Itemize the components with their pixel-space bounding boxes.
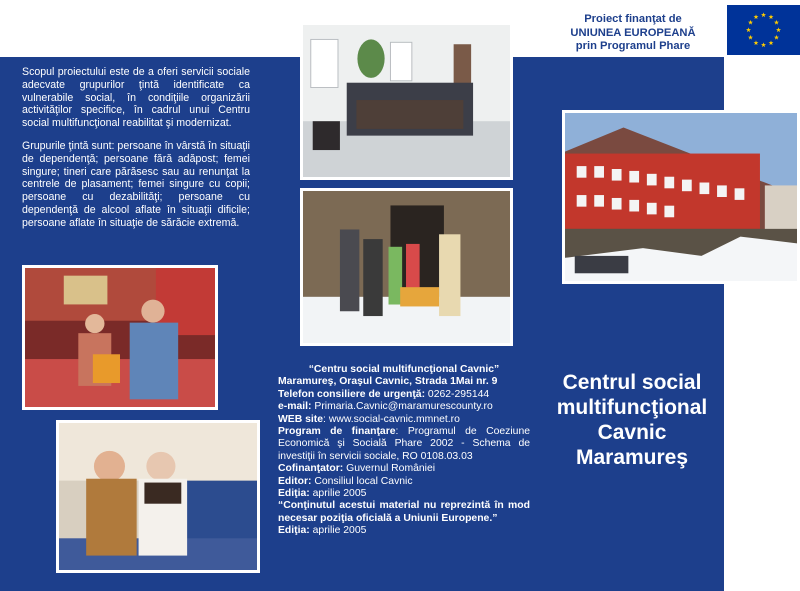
brochure-title	[540, 370, 724, 470]
photo-two-women-seated	[56, 420, 260, 573]
edition-repeat: Ediţia: aprilie 2005	[278, 525, 367, 537]
edition: Ediţia: aprilie 2005	[278, 488, 367, 500]
title-line-3: Cavnic	[597, 421, 667, 444]
photo-family-at-house-door	[300, 188, 513, 346]
email: e-mail: Primaria.Cavnic@maramurescounty.ro	[278, 401, 493, 413]
contact-info	[278, 364, 530, 538]
project-description	[22, 66, 250, 240]
address: Maramureş, Oraşul Cavnic, Strada 1Mai nr. 9	[278, 376, 498, 388]
title-line-4: Maramureş	[575, 446, 689, 469]
phone: Telefon consiliere de urgenţă: 0262-295144	[278, 388, 490, 400]
funding-statement	[548, 13, 718, 54]
website: WEB site: www.social-cavnic.mmnet.ro	[278, 413, 460, 425]
title-line-1: Centrul social	[562, 371, 702, 394]
cofinancer: Cofinanţator: Guvernul României	[278, 463, 436, 475]
title-line-2: multifuncţional	[556, 396, 708, 419]
center-name: “Centru social multifuncţional Cavnic”	[308, 364, 500, 375]
funding-line-1: Proiect finanţat de	[584, 13, 682, 25]
target-groups: Grupurile ţintă sunt: persoane în vârstă în situaţii de dependenţă; persoane fără adăpost; femei singure; tineri care părăsesc sau au renunţat la centrele de plasament; femei singure cu copii; persoane cu dezabilităţi; persoane cu dependenţă de alcool aflate în situaţii dificile; persoane aflate în situaţie de sărăcie extremă.	[22, 139, 250, 229]
project-purpose: Scopul proiectului este de a oferi servicii sociale adecvate grupurilor ţintă identificate ca vulnerabile social, în condiţiile organizării activităţilor specifice, în cadrul unui Centru social multifuncţional reabilitat şi modernizat.	[22, 66, 250, 130]
editor: Editor: Consiliul local Cavnic	[278, 475, 413, 487]
eu-flag-icon	[727, 5, 800, 55]
funding-line-2: UNIUNEA EUROPEANĂ	[570, 26, 696, 39]
funding-line-3: prin Programul Phare	[575, 40, 691, 52]
disclaimer: “Conţinutul acestui material nu reprezintă în mod necesar poziţia oficială a Uniunii Europene.”	[278, 500, 530, 524]
photo-elderly-woman-receiving-gifts	[22, 265, 218, 410]
funding-program: Program de finanţare: Programul de Coeziune Economică şi Socială Phare 2002 - Schema de investiţii în servicii sociale, RO 0108.03.03	[278, 426, 530, 462]
photo-red-building-winter	[562, 110, 800, 284]
photo-group-meeting-room	[300, 22, 513, 180]
